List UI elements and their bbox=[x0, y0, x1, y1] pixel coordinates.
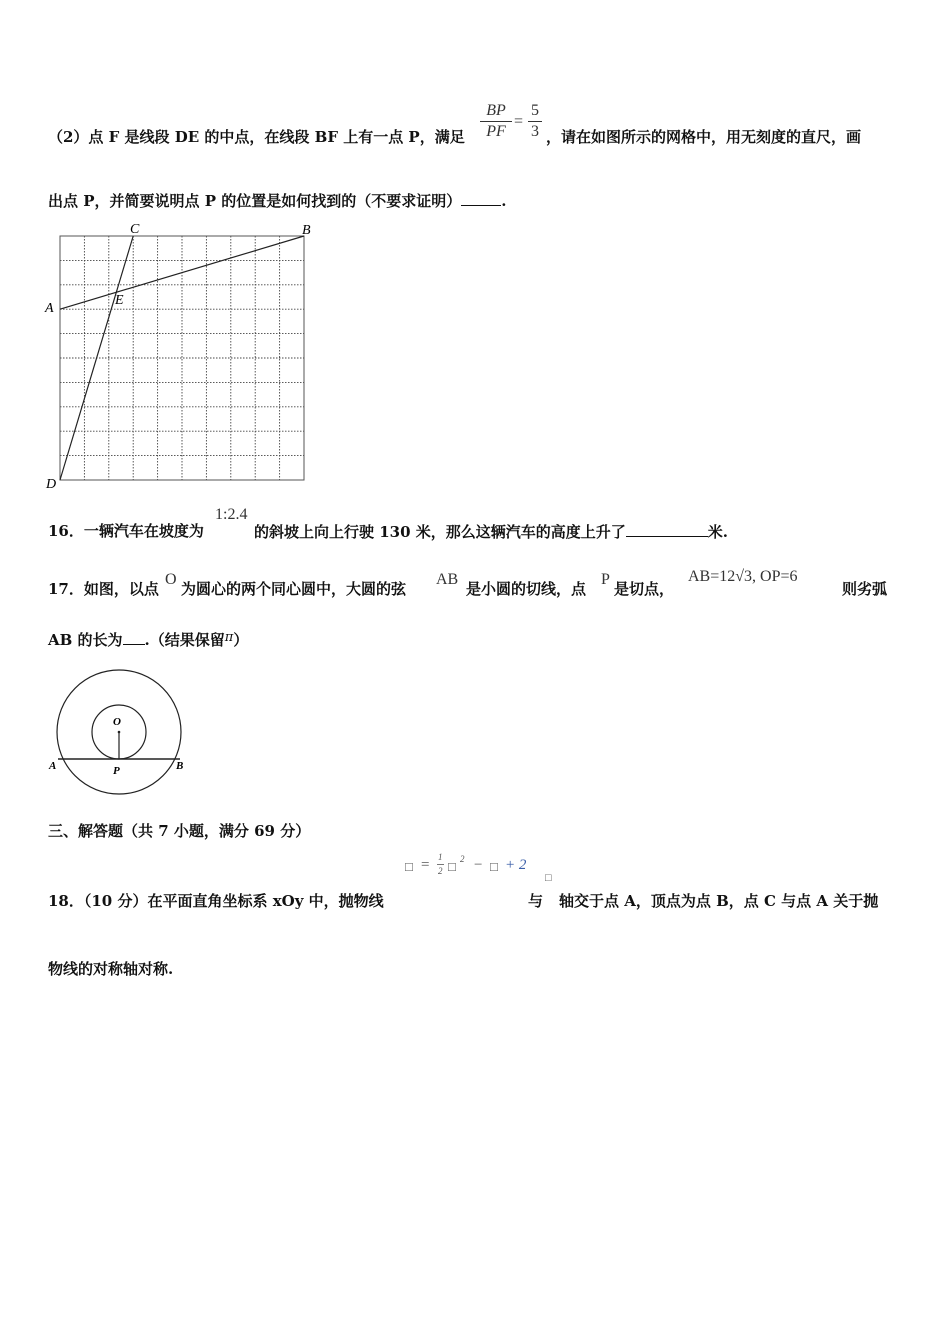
q15-frac-bar bbox=[480, 121, 512, 122]
q15-line2-text: 出点 P，并简要说明点 P 的位置是如何找到的（不要求证明） bbox=[48, 192, 462, 210]
q18-formula-eq: = bbox=[421, 857, 430, 873]
q15-answer-blank[interactable] bbox=[461, 191, 501, 206]
q16-before: 16．一辆汽车在坡度为 bbox=[48, 522, 204, 540]
q15-val-den: 3 bbox=[531, 123, 539, 140]
q15-val-num: 5 bbox=[531, 102, 539, 119]
q15-line2 bbox=[48, 191, 506, 210]
q18-after: 轴交于点 A，顶点为点 B，点 C 与点 A 关于抛 bbox=[559, 892, 879, 910]
label-D: D bbox=[46, 477, 57, 492]
q18-mid: 与 bbox=[528, 892, 544, 910]
q18-line2: 物线的对称轴对称. bbox=[48, 960, 174, 978]
q17-part3: 是小圆的切线，点 bbox=[466, 580, 587, 598]
label-B: B bbox=[176, 760, 184, 772]
label-C: C bbox=[130, 222, 140, 237]
q18-formula-y: □ bbox=[405, 859, 413, 874]
q17-answer-blank[interactable] bbox=[123, 630, 145, 645]
q18-formula-sq: 2 bbox=[460, 854, 465, 864]
q17-pi: π bbox=[224, 630, 234, 645]
center-dot bbox=[118, 731, 121, 734]
q18-formula-minus: − bbox=[474, 857, 483, 873]
q16-ratio: 1:2.4 bbox=[215, 506, 248, 523]
q15-line1-after: ，请在如图所示的网格中，用无刻度的直尺，画 bbox=[546, 128, 862, 146]
q15-frac-den: PF bbox=[486, 123, 506, 140]
q18-formula-x2: □ bbox=[490, 859, 498, 874]
segment-CD bbox=[60, 236, 133, 480]
q17-line2-after: .（结果保留 bbox=[144, 631, 225, 649]
q17-circle-figure bbox=[45, 668, 195, 803]
section3-title: 三、解答题（共 7 小题，满分 69 分） bbox=[48, 822, 311, 840]
q18-formula-half-num: 1 bbox=[438, 852, 443, 862]
q15-frac-eq: = bbox=[514, 113, 524, 130]
q18-formula-box: □ bbox=[545, 872, 552, 884]
q18-formula-x: □ bbox=[448, 859, 456, 874]
q18-formula bbox=[405, 852, 552, 884]
q17-line2-before: AB 的长为 bbox=[48, 631, 123, 649]
q15-line2-end: . bbox=[501, 192, 507, 210]
label-A: A bbox=[45, 301, 54, 316]
label-E: E bbox=[115, 293, 124, 308]
segment-AB bbox=[60, 236, 304, 309]
q18-before: 18．（10 分）在平面直角坐标系 xOy 中，抛物线 bbox=[48, 892, 384, 910]
q18-formula-half-bar bbox=[437, 864, 444, 865]
q17-close: ） bbox=[233, 631, 249, 649]
q17-part5: 则劣弧 bbox=[842, 580, 888, 598]
q16-answer-blank[interactable] bbox=[626, 522, 708, 537]
q16-end: 米. bbox=[707, 523, 728, 541]
q17-condition: AB=12√3, OP=6 bbox=[688, 568, 798, 585]
q17-point-O: O bbox=[165, 571, 177, 588]
q17-line2 bbox=[48, 629, 248, 649]
q15-line1-before: （2）点 F 是线段 DE 的中点，在线段 BF 上有一点 P，满足 bbox=[48, 128, 465, 146]
q15-frac-num: BP bbox=[486, 102, 506, 119]
q16-after bbox=[254, 522, 728, 541]
label-O: O bbox=[113, 716, 121, 728]
q18-formula-half-den: 2 bbox=[438, 866, 443, 876]
label-P: P bbox=[113, 765, 120, 777]
q17-part1: 17．如图，以点 bbox=[48, 580, 159, 598]
q17-part4: 是切点， bbox=[614, 580, 675, 598]
label-B: B bbox=[302, 223, 311, 238]
q15-grid-figure bbox=[40, 220, 330, 495]
q15-value-fraction bbox=[528, 102, 542, 141]
q17-chord-AB: AB bbox=[436, 571, 459, 588]
label-A: A bbox=[49, 760, 57, 772]
q16-after-text: 的斜坡上向上行驶 130 米，那么这辆汽车的高度上升了 bbox=[254, 523, 626, 541]
q15-ratio-fraction bbox=[480, 102, 512, 141]
q18-formula-plus: + 2 bbox=[505, 857, 527, 873]
q17-point-P: P bbox=[601, 571, 610, 588]
q17-part2: 为圆心的两个同心圆中，大圆的弦 bbox=[181, 580, 407, 598]
q15-val-bar bbox=[528, 121, 542, 122]
